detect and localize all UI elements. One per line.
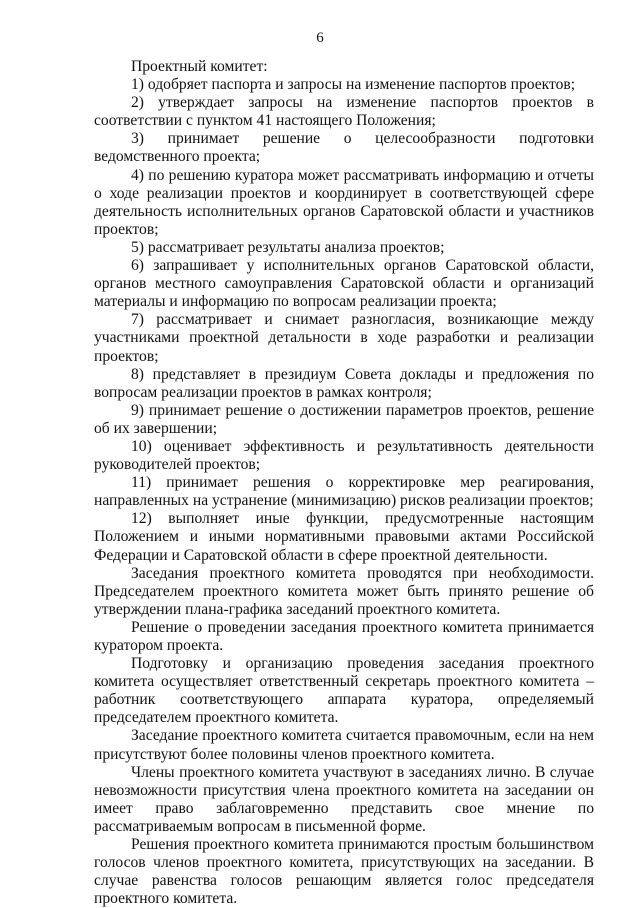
list-item-9: 9) принимает решение о достижении параметров проектов, решение об их завершении; xyxy=(94,401,594,437)
list-item-4: 4) по решению куратора может рассматривать информацию и отчеты о ходе реализации проектов и координирует в соответствующей сфере деятельность исполнительных органов Саратовской области и участников проектов; xyxy=(94,166,594,238)
list-item-2: 2) утверждает запросы на изменение паспортов проектов в соответствии с пунктом 41 настоящего Положения; xyxy=(94,94,594,130)
paragraph-heading: Проектный комитет: xyxy=(131,58,268,75)
list-item-8: 8) представляет в президиум Совета доклады и предложения по вопросам реализации проектов в рамках контроля; xyxy=(94,365,594,401)
list-item-7: 7) рассматривает и снимает разногласия, возникающие между участниками проектной детальности в ходе разработки и реализации проектов; xyxy=(94,311,594,365)
paragraph-quorum: Заседание проектного комитета считается правомочным, если на нем присутствуют более половины членов проектного комитета. xyxy=(94,727,594,763)
paragraph-decision: Решение о проведении заседания проектного комитета принимается куратором проекта. xyxy=(94,618,594,654)
paragraph-preparation: Подготовку и организацию проведения заседания проектного комитета осуществляет ответственный секретарь проектного комитета – работник соответствующего аппарата куратора, определяемый председателем проектного комитета. xyxy=(94,655,594,727)
list-item-1: 1) одобряет паспорта и запросы на изменение паспортов проектов; xyxy=(131,76,576,94)
document-body xyxy=(94,58,594,908)
paragraph-voting: Решения проектного комитета принимаются простым большинством голосов членов проектного комитета, присутствующих на заседании. В случае равенства голосов решающим является голос председателя проектного комитета. xyxy=(94,836,594,908)
list-item-11: 11) принимает решения о корректировке мер реагирования, направленных на устранение (минимизацию) рисков реализации проектов; xyxy=(94,474,594,510)
paragraph-meetings: Заседания проектного комитета проводятся при необходимости. Председателем проектного комитета может быть принято решение об утверждении плана-графика заседаний проектного комитета. xyxy=(94,564,594,618)
list-item-12: 12) выполняет иные функции, предусмотренные настоящим Положением и иными нормативными правовыми актами Российской Федерации и Саратовской области в сфере проектной деятельности. xyxy=(94,510,594,564)
page-number: 6 xyxy=(316,30,324,46)
list-item-3: 3) принимает решение о целесообразности подготовки ведомственного проекта; xyxy=(94,130,594,166)
paragraph-attendance: Члены проектного комитета участвуют в заседаниях лично. В случае невозможности присутствия члена проектного комитета на заседании он имеет право заблаговременно представить свое мнение по рассматриваемым вопросам в письменной форме. xyxy=(94,763,594,835)
list-item-5: 5) рассматривает результаты анализа проектов; xyxy=(131,238,445,256)
list-item-6: 6) запрашивает у исполнительных органов Саратовской области, органов местного самоуправления Саратовской области и организаций материалы и информацию по вопросам реализации проекта; xyxy=(94,257,594,311)
list-item-10: 10) оценивает эффективность и результативность деятельности руководителей проектов; xyxy=(94,437,594,474)
